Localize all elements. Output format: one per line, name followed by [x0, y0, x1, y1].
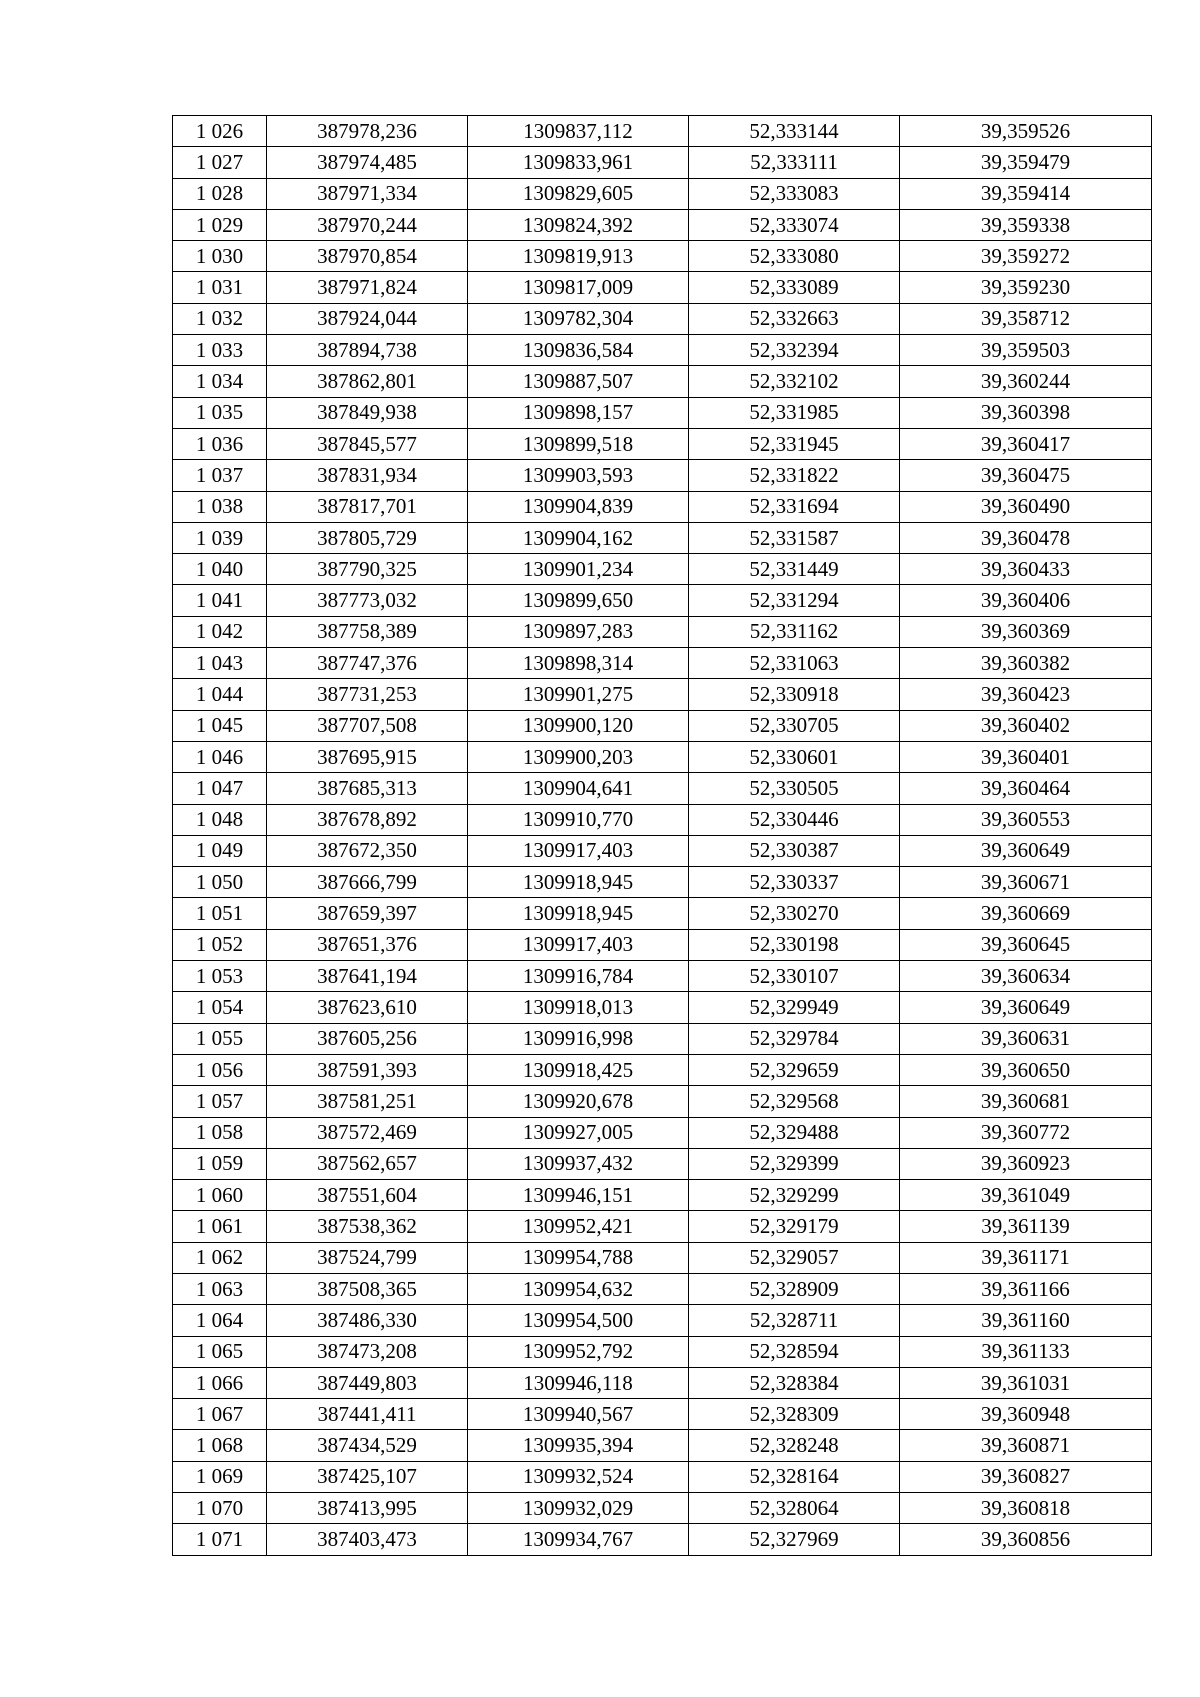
x-coordinate-cell: 387508,365 — [267, 1273, 468, 1304]
y-coordinate-cell: 1309901,275 — [468, 679, 689, 710]
y-coordinate-cell: 1309918,425 — [468, 1054, 689, 1085]
latitude-cell: 52,331162 — [689, 616, 900, 647]
point-number-cell: 1 071 — [173, 1524, 267, 1555]
table-row — [173, 1524, 1152, 1555]
y-coordinate-cell: 1309917,403 — [468, 835, 689, 866]
longitude-cell: 39,360948 — [900, 1399, 1152, 1430]
y-coordinate-cell: 1309916,998 — [468, 1023, 689, 1054]
point-number-cell: 1 068 — [173, 1430, 267, 1461]
latitude-cell: 52,330705 — [689, 710, 900, 741]
latitude-cell: 52,328909 — [689, 1273, 900, 1304]
longitude-cell: 39,360382 — [900, 648, 1152, 679]
table-row — [173, 147, 1152, 178]
y-coordinate-cell: 1309934,767 — [468, 1524, 689, 1555]
point-number-cell: 1 030 — [173, 241, 267, 272]
longitude-cell: 39,360423 — [900, 679, 1152, 710]
point-number-cell: 1 051 — [173, 898, 267, 929]
point-number-cell: 1 037 — [173, 460, 267, 491]
point-number-cell: 1 026 — [173, 116, 267, 147]
latitude-cell: 52,332394 — [689, 335, 900, 366]
x-coordinate-cell: 387924,044 — [267, 303, 468, 334]
x-coordinate-cell: 387817,701 — [267, 491, 468, 522]
point-number-cell: 1 063 — [173, 1273, 267, 1304]
longitude-cell: 39,360671 — [900, 867, 1152, 898]
latitude-cell: 52,329949 — [689, 992, 900, 1023]
table-row — [173, 460, 1152, 491]
point-number-cell: 1 035 — [173, 397, 267, 428]
table-row — [173, 1023, 1152, 1054]
latitude-cell: 52,330387 — [689, 835, 900, 866]
table-row — [173, 1242, 1152, 1273]
table-row — [173, 992, 1152, 1023]
x-coordinate-cell: 387894,738 — [267, 335, 468, 366]
y-coordinate-cell: 1309829,605 — [468, 178, 689, 209]
table-row — [173, 1273, 1152, 1304]
longitude-cell: 39,360490 — [900, 491, 1152, 522]
x-coordinate-cell: 387971,334 — [267, 178, 468, 209]
longitude-cell: 39,360669 — [900, 898, 1152, 929]
point-number-cell: 1 029 — [173, 209, 267, 240]
latitude-cell: 52,333089 — [689, 272, 900, 303]
x-coordinate-cell: 387562,657 — [267, 1148, 468, 1179]
longitude-cell: 39,360650 — [900, 1054, 1152, 1085]
longitude-cell: 39,361139 — [900, 1211, 1152, 1242]
longitude-cell: 39,360401 — [900, 741, 1152, 772]
x-coordinate-cell: 387486,330 — [267, 1305, 468, 1336]
x-coordinate-cell: 387413,995 — [267, 1493, 468, 1524]
table-row — [173, 1211, 1152, 1242]
y-coordinate-cell: 1309920,678 — [468, 1086, 689, 1117]
longitude-cell: 39,361171 — [900, 1242, 1152, 1273]
latitude-cell: 52,330918 — [689, 679, 900, 710]
x-coordinate-cell: 387551,604 — [267, 1180, 468, 1211]
table-row — [173, 178, 1152, 209]
table-row — [173, 898, 1152, 929]
x-coordinate-cell: 387441,411 — [267, 1399, 468, 1430]
longitude-cell: 39,359479 — [900, 147, 1152, 178]
x-coordinate-cell: 387524,799 — [267, 1242, 468, 1273]
y-coordinate-cell: 1309916,784 — [468, 961, 689, 992]
y-coordinate-cell: 1309903,593 — [468, 460, 689, 491]
point-number-cell: 1 046 — [173, 741, 267, 772]
y-coordinate-cell: 1309932,029 — [468, 1493, 689, 1524]
y-coordinate-cell: 1309904,162 — [468, 522, 689, 553]
x-coordinate-cell: 387805,729 — [267, 522, 468, 553]
point-number-cell: 1 064 — [173, 1305, 267, 1336]
y-coordinate-cell: 1309901,234 — [468, 554, 689, 585]
x-coordinate-cell: 387572,469 — [267, 1117, 468, 1148]
point-number-cell: 1 059 — [173, 1148, 267, 1179]
longitude-cell: 39,360871 — [900, 1430, 1152, 1461]
table-row — [173, 428, 1152, 459]
table-row — [173, 710, 1152, 741]
y-coordinate-cell: 1309900,203 — [468, 741, 689, 772]
longitude-cell: 39,360818 — [900, 1493, 1152, 1524]
longitude-cell: 39,360478 — [900, 522, 1152, 553]
table-row — [173, 491, 1152, 522]
y-coordinate-cell: 1309904,839 — [468, 491, 689, 522]
x-coordinate-cell: 387970,244 — [267, 209, 468, 240]
latitude-cell: 52,330198 — [689, 929, 900, 960]
latitude-cell: 52,333074 — [689, 209, 900, 240]
y-coordinate-cell: 1309940,567 — [468, 1399, 689, 1430]
latitude-cell: 52,327969 — [689, 1524, 900, 1555]
point-number-cell: 1 055 — [173, 1023, 267, 1054]
longitude-cell: 39,359230 — [900, 272, 1152, 303]
y-coordinate-cell: 1309833,961 — [468, 147, 689, 178]
x-coordinate-cell: 387678,892 — [267, 804, 468, 835]
point-number-cell: 1 050 — [173, 867, 267, 898]
point-number-cell: 1 039 — [173, 522, 267, 553]
table-row — [173, 773, 1152, 804]
x-coordinate-cell: 387623,610 — [267, 992, 468, 1023]
y-coordinate-cell: 1309900,120 — [468, 710, 689, 741]
latitude-cell: 52,331985 — [689, 397, 900, 428]
table-row — [173, 1086, 1152, 1117]
latitude-cell: 52,328384 — [689, 1367, 900, 1398]
table-row — [173, 679, 1152, 710]
latitude-cell: 52,328064 — [689, 1493, 900, 1524]
longitude-cell: 39,360553 — [900, 804, 1152, 835]
point-number-cell: 1 053 — [173, 961, 267, 992]
latitude-cell: 52,333144 — [689, 116, 900, 147]
x-coordinate-cell: 387591,393 — [267, 1054, 468, 1085]
latitude-cell: 52,330270 — [689, 898, 900, 929]
x-coordinate-cell: 387974,485 — [267, 147, 468, 178]
point-number-cell: 1 056 — [173, 1054, 267, 1085]
table-row — [173, 1117, 1152, 1148]
table-row — [173, 303, 1152, 334]
x-coordinate-cell: 387666,799 — [267, 867, 468, 898]
longitude-cell: 39,359272 — [900, 241, 1152, 272]
point-number-cell: 1 052 — [173, 929, 267, 960]
y-coordinate-cell: 1309899,650 — [468, 585, 689, 616]
y-coordinate-cell: 1309918,945 — [468, 867, 689, 898]
table-row — [173, 961, 1152, 992]
table-row — [173, 741, 1152, 772]
x-coordinate-cell: 387731,253 — [267, 679, 468, 710]
point-number-cell: 1 041 — [173, 585, 267, 616]
table-row — [173, 804, 1152, 835]
y-coordinate-cell: 1309932,524 — [468, 1461, 689, 1492]
y-coordinate-cell: 1309918,945 — [468, 898, 689, 929]
point-number-cell: 1 038 — [173, 491, 267, 522]
longitude-cell: 39,361160 — [900, 1305, 1152, 1336]
point-number-cell: 1 060 — [173, 1180, 267, 1211]
table-row — [173, 241, 1152, 272]
point-number-cell: 1 070 — [173, 1493, 267, 1524]
longitude-cell: 39,360417 — [900, 428, 1152, 459]
x-coordinate-cell: 387403,473 — [267, 1524, 468, 1555]
x-coordinate-cell: 387790,325 — [267, 554, 468, 585]
latitude-cell: 52,328309 — [689, 1399, 900, 1430]
table-row — [173, 397, 1152, 428]
y-coordinate-cell: 1309819,913 — [468, 241, 689, 272]
y-coordinate-cell: 1309954,788 — [468, 1242, 689, 1273]
x-coordinate-cell: 387845,577 — [267, 428, 468, 459]
x-coordinate-cell: 387773,032 — [267, 585, 468, 616]
longitude-cell: 39,360398 — [900, 397, 1152, 428]
x-coordinate-cell: 387672,350 — [267, 835, 468, 866]
x-coordinate-cell: 387651,376 — [267, 929, 468, 960]
table-row — [173, 1493, 1152, 1524]
point-number-cell: 1 048 — [173, 804, 267, 835]
point-number-cell: 1 066 — [173, 1367, 267, 1398]
longitude-cell: 39,358712 — [900, 303, 1152, 334]
table-row — [173, 554, 1152, 585]
point-number-cell: 1 045 — [173, 710, 267, 741]
table-row — [173, 209, 1152, 240]
latitude-cell: 52,330446 — [689, 804, 900, 835]
latitude-cell: 52,329784 — [689, 1023, 900, 1054]
y-coordinate-cell: 1309899,518 — [468, 428, 689, 459]
latitude-cell: 52,332663 — [689, 303, 900, 334]
table-row — [173, 867, 1152, 898]
longitude-cell: 39,360645 — [900, 929, 1152, 960]
x-coordinate-cell: 387581,251 — [267, 1086, 468, 1117]
x-coordinate-cell: 387758,389 — [267, 616, 468, 647]
point-number-cell: 1 057 — [173, 1086, 267, 1117]
table-row — [173, 1367, 1152, 1398]
table-row — [173, 366, 1152, 397]
point-number-cell: 1 027 — [173, 147, 267, 178]
point-number-cell: 1 032 — [173, 303, 267, 334]
latitude-cell: 52,329399 — [689, 1148, 900, 1179]
point-number-cell: 1 044 — [173, 679, 267, 710]
longitude-cell: 39,360681 — [900, 1086, 1152, 1117]
table-row — [173, 1054, 1152, 1085]
table-row — [173, 648, 1152, 679]
latitude-cell: 52,331449 — [689, 554, 900, 585]
table-row — [173, 1180, 1152, 1211]
y-coordinate-cell: 1309946,151 — [468, 1180, 689, 1211]
point-number-cell: 1 047 — [173, 773, 267, 804]
y-coordinate-cell: 1309952,421 — [468, 1211, 689, 1242]
longitude-cell: 39,360634 — [900, 961, 1152, 992]
latitude-cell: 52,331587 — [689, 522, 900, 553]
point-number-cell: 1 033 — [173, 335, 267, 366]
point-number-cell: 1 061 — [173, 1211, 267, 1242]
latitude-cell: 52,330601 — [689, 741, 900, 772]
point-number-cell: 1 062 — [173, 1242, 267, 1273]
table-row — [173, 835, 1152, 866]
latitude-cell: 52,328248 — [689, 1430, 900, 1461]
table-row — [173, 1430, 1152, 1461]
longitude-cell: 39,360772 — [900, 1117, 1152, 1148]
table-row — [173, 1148, 1152, 1179]
x-coordinate-cell: 387970,854 — [267, 241, 468, 272]
x-coordinate-cell: 387685,313 — [267, 773, 468, 804]
y-coordinate-cell: 1309837,112 — [468, 116, 689, 147]
point-number-cell: 1 034 — [173, 366, 267, 397]
table-row — [173, 1461, 1152, 1492]
longitude-cell: 39,360649 — [900, 992, 1152, 1023]
longitude-cell: 39,360631 — [900, 1023, 1152, 1054]
latitude-cell: 52,330337 — [689, 867, 900, 898]
point-number-cell: 1 040 — [173, 554, 267, 585]
table-row — [173, 616, 1152, 647]
longitude-cell: 39,359338 — [900, 209, 1152, 240]
latitude-cell: 52,333111 — [689, 147, 900, 178]
coordinates-table-body — [173, 116, 1152, 1556]
y-coordinate-cell: 1309898,157 — [468, 397, 689, 428]
point-number-cell: 1 042 — [173, 616, 267, 647]
longitude-cell: 39,359503 — [900, 335, 1152, 366]
y-coordinate-cell: 1309782,304 — [468, 303, 689, 334]
table-row — [173, 1336, 1152, 1367]
y-coordinate-cell: 1309918,013 — [468, 992, 689, 1023]
point-number-cell: 1 031 — [173, 272, 267, 303]
x-coordinate-cell: 387695,915 — [267, 741, 468, 772]
longitude-cell: 39,360244 — [900, 366, 1152, 397]
point-number-cell: 1 065 — [173, 1336, 267, 1367]
point-number-cell: 1 036 — [173, 428, 267, 459]
longitude-cell: 39,360369 — [900, 616, 1152, 647]
point-number-cell: 1 067 — [173, 1399, 267, 1430]
y-coordinate-cell: 1309946,118 — [468, 1367, 689, 1398]
table-row — [173, 272, 1152, 303]
x-coordinate-cell: 387605,256 — [267, 1023, 468, 1054]
latitude-cell: 52,330505 — [689, 773, 900, 804]
x-coordinate-cell: 387449,803 — [267, 1367, 468, 1398]
latitude-cell: 52,329659 — [689, 1054, 900, 1085]
y-coordinate-cell: 1309904,641 — [468, 773, 689, 804]
table-row — [173, 335, 1152, 366]
latitude-cell: 52,328594 — [689, 1336, 900, 1367]
longitude-cell: 39,361049 — [900, 1180, 1152, 1211]
latitude-cell: 52,331945 — [689, 428, 900, 459]
x-coordinate-cell: 387849,938 — [267, 397, 468, 428]
y-coordinate-cell: 1309817,009 — [468, 272, 689, 303]
x-coordinate-cell: 387659,397 — [267, 898, 468, 929]
y-coordinate-cell: 1309824,392 — [468, 209, 689, 240]
latitude-cell: 52,329057 — [689, 1242, 900, 1273]
y-coordinate-cell: 1309910,770 — [468, 804, 689, 835]
latitude-cell: 52,328711 — [689, 1305, 900, 1336]
table-row — [173, 116, 1152, 147]
table-row — [173, 1399, 1152, 1430]
point-number-cell: 1 069 — [173, 1461, 267, 1492]
y-coordinate-cell: 1309836,584 — [468, 335, 689, 366]
point-number-cell: 1 058 — [173, 1117, 267, 1148]
latitude-cell: 52,329179 — [689, 1211, 900, 1242]
longitude-cell: 39,360827 — [900, 1461, 1152, 1492]
x-coordinate-cell: 387831,934 — [267, 460, 468, 491]
latitude-cell: 52,329568 — [689, 1086, 900, 1117]
x-coordinate-cell: 387538,362 — [267, 1211, 468, 1242]
table-row — [173, 1305, 1152, 1336]
latitude-cell: 52,331063 — [689, 648, 900, 679]
y-coordinate-cell: 1309897,283 — [468, 616, 689, 647]
x-coordinate-cell: 387978,236 — [267, 116, 468, 147]
longitude-cell: 39,361031 — [900, 1367, 1152, 1398]
longitude-cell: 39,360464 — [900, 773, 1152, 804]
latitude-cell: 52,329488 — [689, 1117, 900, 1148]
longitude-cell: 39,360856 — [900, 1524, 1152, 1555]
latitude-cell: 52,333080 — [689, 241, 900, 272]
longitude-cell: 39,360433 — [900, 554, 1152, 585]
point-number-cell: 1 049 — [173, 835, 267, 866]
y-coordinate-cell: 1309937,432 — [468, 1148, 689, 1179]
y-coordinate-cell: 1309954,632 — [468, 1273, 689, 1304]
x-coordinate-cell: 387747,376 — [267, 648, 468, 679]
point-number-cell: 1 054 — [173, 992, 267, 1023]
x-coordinate-cell: 387473,208 — [267, 1336, 468, 1367]
latitude-cell: 52,329299 — [689, 1180, 900, 1211]
longitude-cell: 39,360923 — [900, 1148, 1152, 1179]
y-coordinate-cell: 1309954,500 — [468, 1305, 689, 1336]
x-coordinate-cell: 387425,107 — [267, 1461, 468, 1492]
latitude-cell: 52,331822 — [689, 460, 900, 491]
longitude-cell: 39,359526 — [900, 116, 1152, 147]
x-coordinate-cell: 387641,194 — [267, 961, 468, 992]
longitude-cell: 39,359414 — [900, 178, 1152, 209]
longitude-cell: 39,360402 — [900, 710, 1152, 741]
latitude-cell: 52,331294 — [689, 585, 900, 616]
y-coordinate-cell: 1309927,005 — [468, 1117, 689, 1148]
y-coordinate-cell: 1309952,792 — [468, 1336, 689, 1367]
y-coordinate-cell: 1309898,314 — [468, 648, 689, 679]
table-row — [173, 522, 1152, 553]
longitude-cell: 39,360475 — [900, 460, 1152, 491]
table-row — [173, 585, 1152, 616]
longitude-cell: 39,361133 — [900, 1336, 1152, 1367]
point-number-cell: 1 028 — [173, 178, 267, 209]
latitude-cell: 52,330107 — [689, 961, 900, 992]
point-number-cell: 1 043 — [173, 648, 267, 679]
coordinates-table — [172, 115, 1152, 1556]
longitude-cell: 39,361166 — [900, 1273, 1152, 1304]
latitude-cell: 52,331694 — [689, 491, 900, 522]
x-coordinate-cell: 387862,801 — [267, 366, 468, 397]
y-coordinate-cell: 1309887,507 — [468, 366, 689, 397]
latitude-cell: 52,332102 — [689, 366, 900, 397]
latitude-cell: 52,333083 — [689, 178, 900, 209]
x-coordinate-cell: 387971,824 — [267, 272, 468, 303]
y-coordinate-cell: 1309935,394 — [468, 1430, 689, 1461]
y-coordinate-cell: 1309917,403 — [468, 929, 689, 960]
longitude-cell: 39,360649 — [900, 835, 1152, 866]
x-coordinate-cell: 387434,529 — [267, 1430, 468, 1461]
latitude-cell: 52,328164 — [689, 1461, 900, 1492]
x-coordinate-cell: 387707,508 — [267, 710, 468, 741]
longitude-cell: 39,360406 — [900, 585, 1152, 616]
table-row — [173, 929, 1152, 960]
